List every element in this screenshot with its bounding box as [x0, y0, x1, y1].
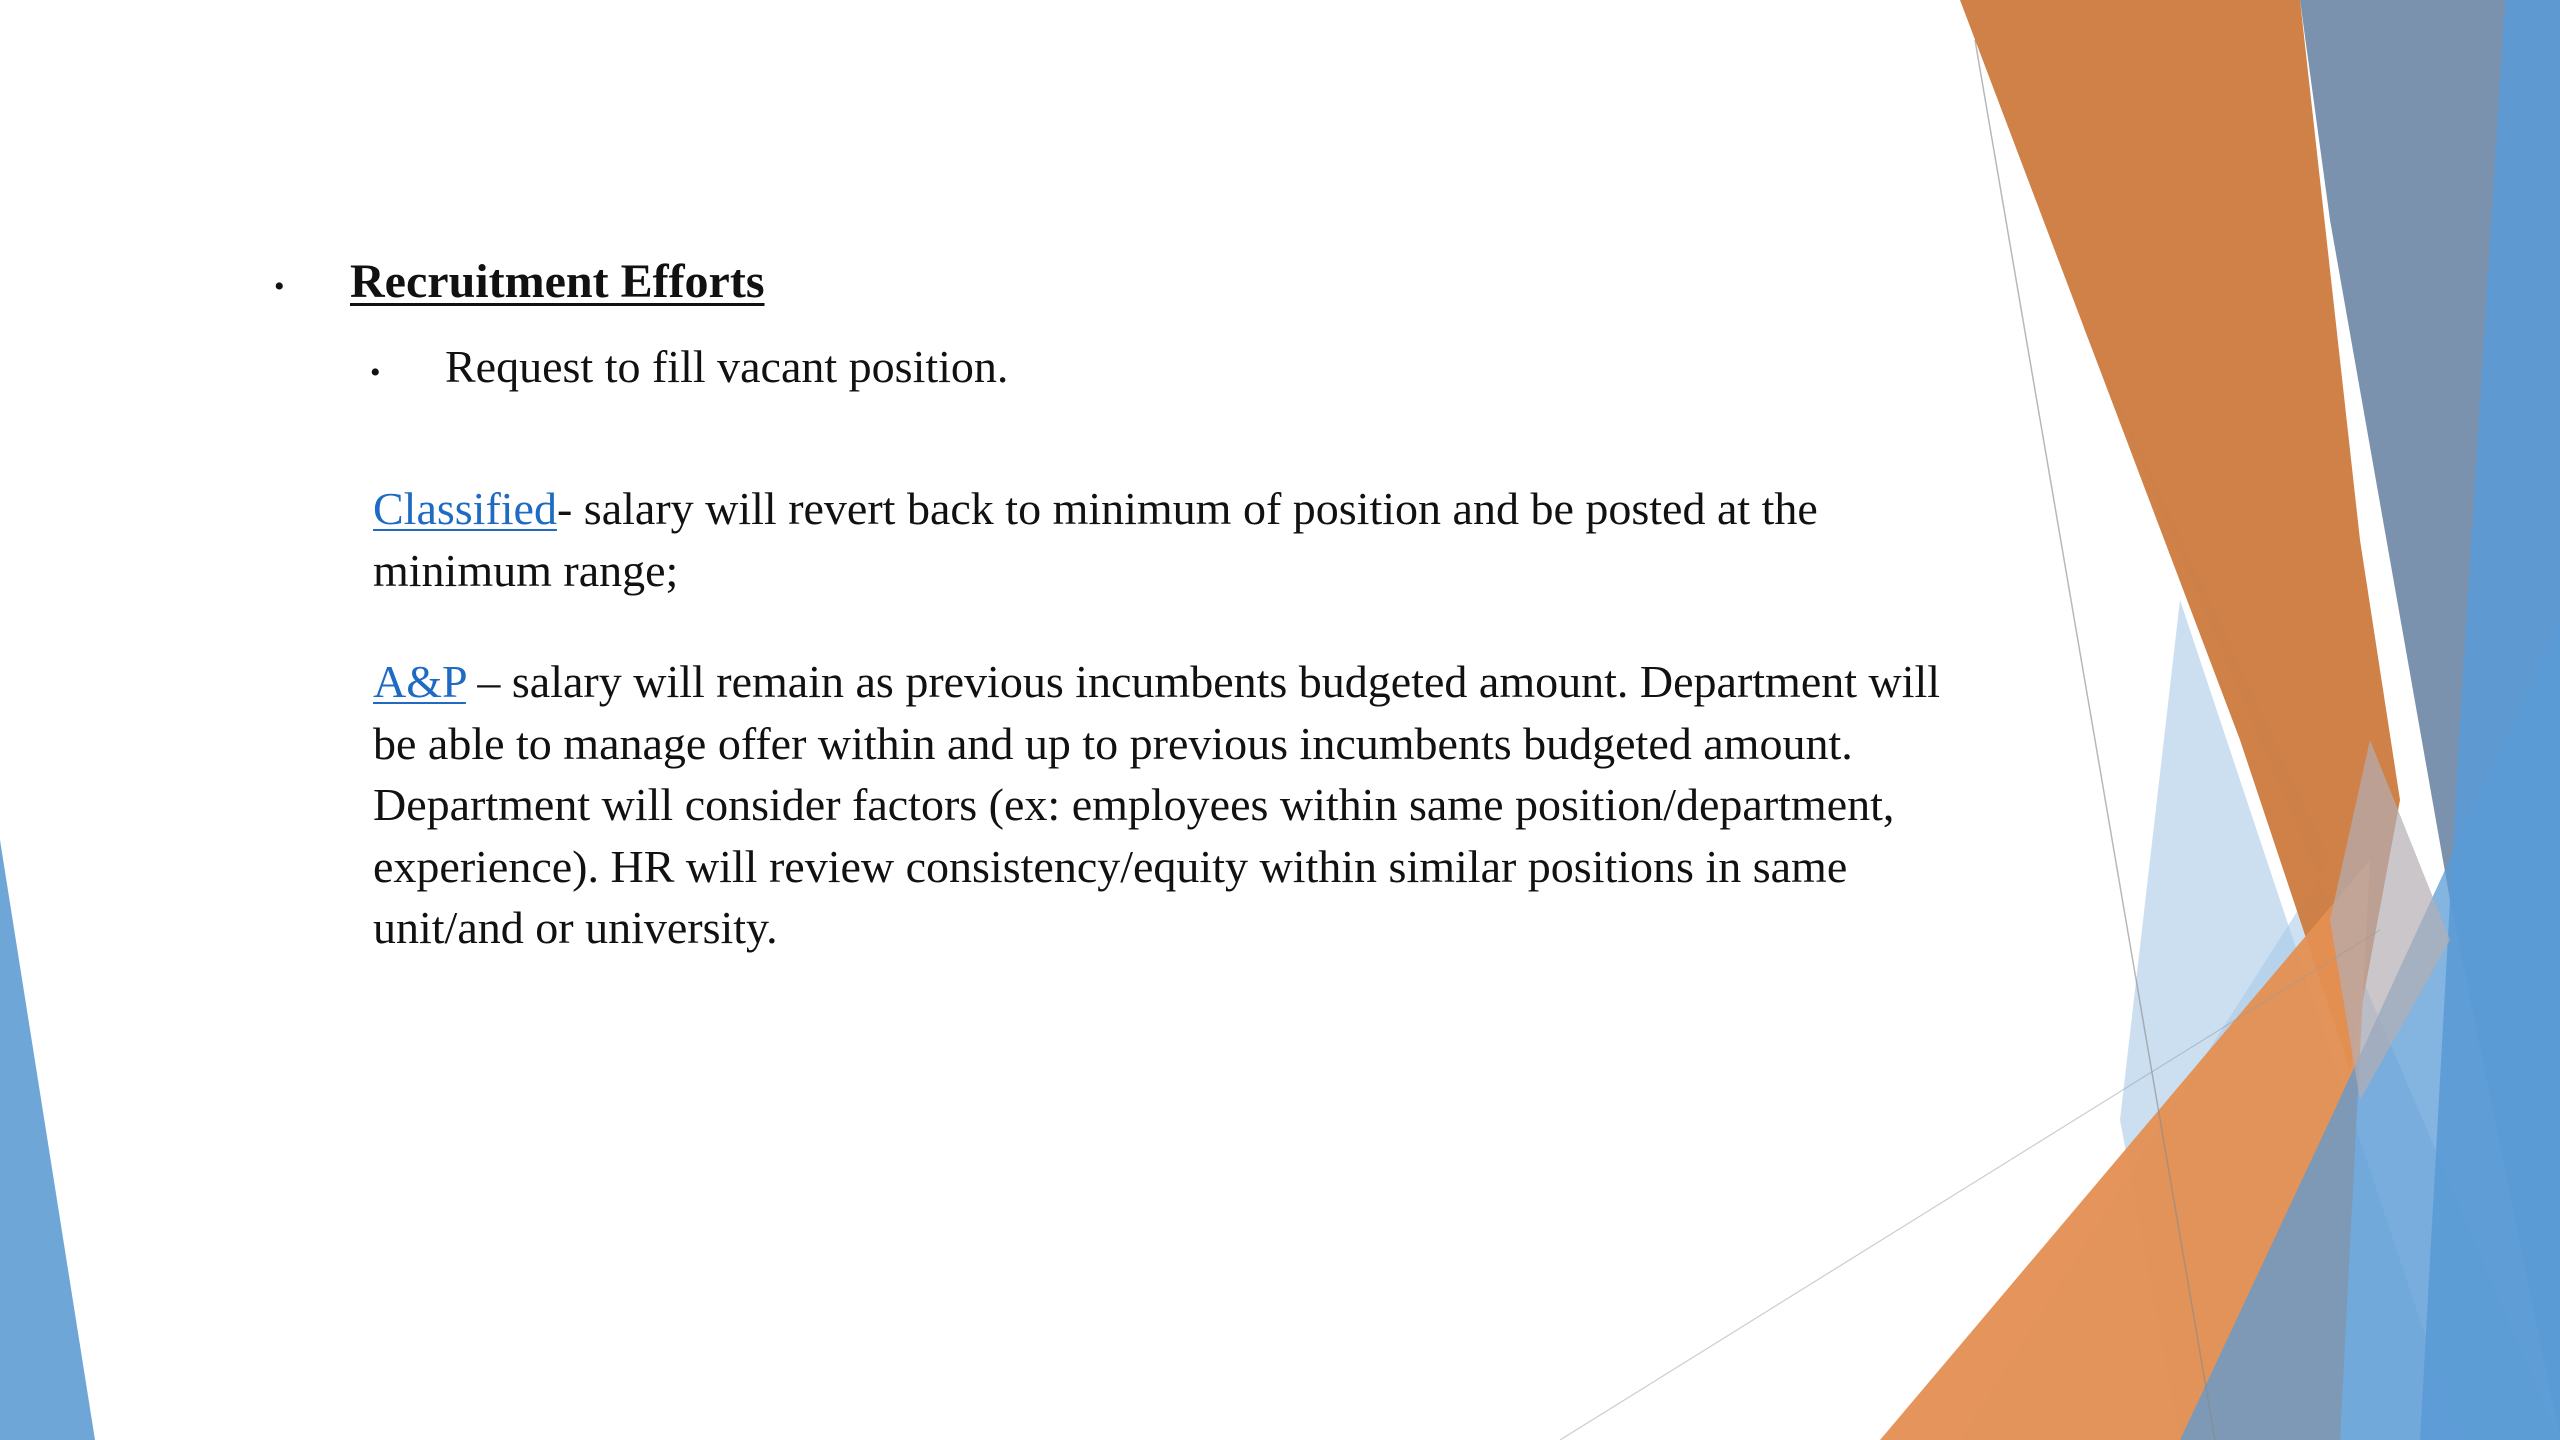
ap-paragraph: [373, 651, 1993, 959]
ap-link[interactable]: A&P: [373, 656, 466, 707]
sub-bullet-text: Request to fill vacant position.: [445, 341, 1009, 392]
classified-paragraph: [373, 478, 1993, 601]
ap-text: – salary will remain as previous incumbents budgeted amount. Department will be able to manage offer within and up to previous incumbents budgeted amount. Department will consider factors (ex: employees within same position/department, experience). HR will review consistency/equity within similar positions in same unit/and or university.: [373, 656, 1941, 953]
bullet-level-2: •: [370, 356, 381, 389]
slide-heading: Recruitment Efforts: [350, 255, 765, 308]
bullet-level-1: •: [274, 270, 285, 303]
classified-link[interactable]: Classified: [373, 483, 557, 534]
classified-text: - salary will revert back to minimum of position and be posted at the minimum range;: [373, 483, 1818, 596]
